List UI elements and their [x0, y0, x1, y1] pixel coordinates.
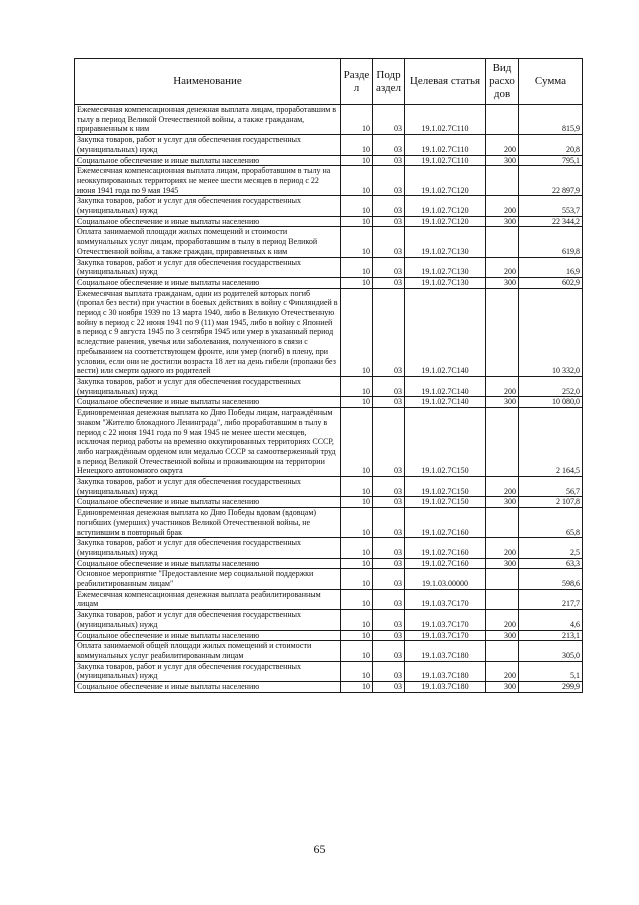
row-tselevaya-statya: 19.1.02.7С160: [405, 558, 486, 569]
table-row: [75, 558, 583, 569]
row-vid-rashodov: 300: [486, 397, 519, 408]
row-vid-rashodov: 300: [486, 558, 519, 569]
row-summa: 815,9: [519, 105, 583, 135]
row-name-text: Социальное обеспечение и иные выплаты населению: [77, 397, 260, 407]
table-row: [75, 661, 583, 681]
row-vid-rashodov: [486, 288, 519, 376]
row-vid-rashodov: 200: [486, 135, 519, 155]
row-name: [75, 196, 341, 216]
row-podrazdel: 03: [373, 257, 405, 277]
row-razdel: 10: [341, 408, 373, 477]
row-tselevaya-statya: 19.1.03.7С180: [405, 682, 486, 693]
budget-table: [74, 58, 583, 693]
row-vid-rashodov: 200: [486, 196, 519, 216]
header-tselevaya-statya: Целевая статья: [405, 59, 486, 105]
row-name: [75, 558, 341, 569]
row-razdel: 10: [341, 630, 373, 641]
row-razdel: 10: [341, 105, 373, 135]
row-name: [75, 682, 341, 693]
row-tselevaya-statya: 19.1.02.7С140: [405, 397, 486, 408]
row-podrazdel: 03: [373, 630, 405, 641]
table-row: [75, 569, 583, 589]
row-name: [75, 508, 341, 538]
table-row: [75, 166, 583, 196]
row-name: [75, 105, 341, 135]
row-tselevaya-statya: 19.1.02.7С130: [405, 277, 486, 288]
row-tselevaya-statya: 19.1.02.7С110: [405, 155, 486, 166]
row-razdel: 10: [341, 477, 373, 497]
row-tselevaya-statya: 19.1.02.7С150: [405, 408, 486, 477]
row-razdel: 10: [341, 196, 373, 216]
table-row: [75, 630, 583, 641]
table-row: [75, 508, 583, 538]
row-tselevaya-statya: 19.1.02.7С160: [405, 508, 486, 538]
row-razdel: 10: [341, 589, 373, 609]
row-razdel: 10: [341, 508, 373, 538]
row-name: [75, 135, 341, 155]
table-row: [75, 641, 583, 661]
row-name-text: Социальное обеспечение и иные выплаты населению: [77, 558, 260, 568]
row-vid-rashodov: 300: [486, 497, 519, 508]
row-vid-rashodov: [486, 166, 519, 196]
row-summa: 305,0: [519, 641, 583, 661]
row-vid-rashodov: 300: [486, 630, 519, 641]
row-name-text: Закупка товаров, работ и услуг для обеспечения государственных (муниципальных) нужд: [77, 477, 302, 496]
table-row: [75, 277, 583, 288]
row-tselevaya-statya: 19.1.03.7С170: [405, 630, 486, 641]
row-summa: 619,8: [519, 227, 583, 257]
row-summa: 22 344,2: [519, 216, 583, 227]
header-vid-rashodov: Вид расхо дов: [486, 59, 519, 105]
row-tselevaya-statya: 19.1.02.7С130: [405, 227, 486, 257]
table-header-row: [75, 59, 583, 105]
row-razdel: 10: [341, 641, 373, 661]
row-vid-rashodov: 200: [486, 257, 519, 277]
row-name-text: Ежемесячная выплата гражданам, один из родителей которых погиб (пропал без вести) при участии в боевых действиях в войну с Финляндией в период с 30 ноября 1939 по 13 марта 1940, либо в Великую Отечественную войну в период с 22 июня 1941 по 9 (11) мая 1945, либо в войну с Японией в период с 9 августа 1945 по 3 сентября 1945 или умер в указанный период вследствие ранения, увечья или заболевания, полученного в связи с пребыванием на соответствующем фронте, или умер (погиб) в плену, при условии, если они не достигли возраста 18 лет на день гибели (пропажи без вести) или смерти одного из родителей: [77, 288, 338, 376]
row-tselevaya-statya: 19.1.03.7С170: [405, 610, 486, 630]
row-name-text: Закупка товаров, работ и услуг для обеспечения государственных (муниципальных) нужд: [77, 376, 302, 396]
row-summa: 65,8: [519, 508, 583, 538]
row-tselevaya-statya: 19.1.02.7С110: [405, 105, 486, 135]
row-summa: 795,1: [519, 155, 583, 166]
table-row: [75, 538, 583, 558]
row-name-text: Социальное обеспечение и иные выплаты населению: [77, 277, 260, 287]
row-vid-rashodov: 200: [486, 610, 519, 630]
row-summa: 56,7: [519, 477, 583, 497]
row-name: [75, 477, 341, 497]
row-vid-rashodov: [486, 408, 519, 477]
row-summa: 22 897,9: [519, 166, 583, 196]
row-tselevaya-statya: 19.1.02.7С120: [405, 166, 486, 196]
row-podrazdel: 03: [373, 397, 405, 408]
row-name-text: Социальное обеспечение и иные выплаты населению: [77, 155, 260, 165]
row-razdel: 10: [341, 216, 373, 227]
row-summa: 4,6: [519, 610, 583, 630]
row-name: [75, 641, 341, 661]
row-name: [75, 166, 341, 196]
row-summa: 2,5: [519, 538, 583, 558]
row-tselevaya-statya: 19.1.02.7С130: [405, 257, 486, 277]
row-podrazdel: 03: [373, 227, 405, 257]
row-tselevaya-statya: 19.1.03.7С170: [405, 589, 486, 609]
row-vid-rashodov: [486, 641, 519, 661]
row-name: [75, 277, 341, 288]
table-row: [75, 682, 583, 693]
row-vid-rashodov: 200: [486, 477, 519, 497]
row-name-text: Закупка товаров, работ и услуг для обеспечения государственных (муниципальных) нужд: [77, 257, 302, 277]
row-tselevaya-statya: 19.1.02.7С140: [405, 288, 486, 376]
row-summa: 2 107,8: [519, 497, 583, 508]
row-name-text: Оплата занимаемой площади жилых помещений и стоимости коммунальных услуг лицам, проработавшим в тылу в период Великой Отечественной войны, а также граждан, приравненных к ним: [77, 227, 318, 256]
row-razdel: 10: [341, 288, 373, 376]
row-vid-rashodov: 300: [486, 277, 519, 288]
row-summa: 598,6: [519, 569, 583, 589]
row-podrazdel: 03: [373, 408, 405, 477]
row-name-text: Ежемесячная компенсационная денежная выплата реабилитированным лицам: [77, 589, 321, 609]
table-row: [75, 610, 583, 630]
row-name: [75, 155, 341, 166]
row-name-text: Социальное обеспечение и иные выплаты населению: [77, 216, 260, 226]
row-vid-rashodov: 200: [486, 376, 519, 396]
table-row: [75, 105, 583, 135]
row-name: [75, 630, 341, 641]
header-razdel: Разде л: [341, 59, 373, 105]
row-summa: 553,7: [519, 196, 583, 216]
row-name: [75, 408, 341, 477]
header-name: Наименование: [75, 59, 341, 105]
row-vid-rashodov: [486, 508, 519, 538]
row-name: [75, 538, 341, 558]
row-razdel: 10: [341, 538, 373, 558]
table-row: [75, 216, 583, 227]
row-podrazdel: 03: [373, 682, 405, 693]
row-name-text: Ежемесячная компенсационная денежная выплата лицам, проработавшим в тылу в период Великой Отечественной войны, а также гражданам, приравненным к ним: [77, 105, 337, 134]
row-tselevaya-statya: 19.1.02.7С120: [405, 196, 486, 216]
row-summa: 10 080,0: [519, 397, 583, 408]
row-vid-rashodov: [486, 569, 519, 589]
row-podrazdel: 03: [373, 105, 405, 135]
page-number: 65: [313, 842, 326, 856]
row-razdel: 10: [341, 661, 373, 681]
row-summa: 10 332,0: [519, 288, 583, 376]
table-row: [75, 477, 583, 497]
row-name: [75, 569, 341, 589]
row-podrazdel: 03: [373, 610, 405, 630]
row-razdel: 10: [341, 497, 373, 508]
row-podrazdel: 03: [373, 155, 405, 166]
row-podrazdel: 03: [373, 376, 405, 396]
row-razdel: 10: [341, 227, 373, 257]
row-summa: 217,7: [519, 589, 583, 609]
row-tselevaya-statya: 19.1.03.7С180: [405, 641, 486, 661]
row-podrazdel: 03: [373, 196, 405, 216]
row-summa: 16,9: [519, 257, 583, 277]
row-name-text: Основное мероприятие "Предоставление мер социальной поддержки реабилитированным лицам": [77, 569, 314, 589]
table-row: [75, 155, 583, 166]
row-podrazdel: 03: [373, 661, 405, 681]
row-vid-rashodov: 200: [486, 661, 519, 681]
row-summa: 2 164,5: [519, 408, 583, 477]
row-razdel: 10: [341, 682, 373, 693]
table-row: [75, 135, 583, 155]
row-summa: 63,3: [519, 558, 583, 569]
row-name: [75, 397, 341, 408]
row-razdel: 10: [341, 135, 373, 155]
row-podrazdel: 03: [373, 558, 405, 569]
row-vid-rashodov: 200: [486, 538, 519, 558]
row-podrazdel: 03: [373, 166, 405, 196]
row-razdel: 10: [341, 155, 373, 166]
row-tselevaya-statya: 19.1.03.00000: [405, 569, 486, 589]
row-name-text: Социальное обеспечение и иные выплаты населению: [77, 682, 260, 692]
row-name-text: Единовременная денежная выплата ко Дню Победы вдовам (вдовцам) погибших (умерших) участников Великой Отечественной войны, не вступившим в повторный брак: [77, 508, 317, 537]
row-name-text: Оплата занимаемой общей площади жилых помещений и стоимости коммунальных услуг реабилитированным лицам: [77, 641, 312, 660]
table-row: [75, 288, 583, 376]
row-name: [75, 661, 341, 681]
row-podrazdel: 03: [373, 477, 405, 497]
row-tselevaya-statya: 19.1.02.7С110: [405, 135, 486, 155]
row-razdel: 10: [341, 558, 373, 569]
row-summa: 213,1: [519, 630, 583, 641]
row-podrazdel: 03: [373, 508, 405, 538]
header-podrazdel: Подр аздел: [373, 59, 405, 105]
row-name-text: Закупка товаров, работ и услуг для обеспечения государственных (муниципальных) нужд: [77, 538, 302, 557]
row-name: [75, 216, 341, 227]
row-tselevaya-statya: 19.1.02.7С150: [405, 497, 486, 508]
row-vid-rashodov: [486, 227, 519, 257]
row-tselevaya-statya: 19.1.02.7С160: [405, 538, 486, 558]
row-summa: 299,9: [519, 682, 583, 693]
table-row: [75, 589, 583, 609]
table-row: [75, 196, 583, 216]
row-razdel: 10: [341, 569, 373, 589]
table-row: [75, 408, 583, 477]
row-summa: 602,9: [519, 277, 583, 288]
row-razdel: 10: [341, 610, 373, 630]
row-podrazdel: 03: [373, 497, 405, 508]
row-vid-rashodov: 300: [486, 155, 519, 166]
row-name: [75, 376, 341, 396]
row-razdel: 10: [341, 397, 373, 408]
table-row: [75, 257, 583, 277]
row-name: [75, 288, 341, 376]
row-podrazdel: 03: [373, 216, 405, 227]
row-tselevaya-statya: 19.1.02.7С120: [405, 216, 486, 227]
row-razdel: 10: [341, 376, 373, 396]
row-name-text: Закупка товаров, работ и услуг для обеспечения государственных (муниципальных) нужд: [77, 196, 302, 216]
row-razdel: 10: [341, 277, 373, 288]
table-body: [75, 105, 583, 693]
table-row: [75, 227, 583, 257]
row-summa: 5,1: [519, 661, 583, 681]
row-vid-rashodov: [486, 105, 519, 135]
row-tselevaya-statya: 19.1.02.7С150: [405, 477, 486, 497]
row-name-text: Закупка товаров, работ и услуг для обеспечения государственных (муниципальных) нужд: [77, 610, 302, 629]
row-razdel: 10: [341, 257, 373, 277]
row-name-text: Закупка товаров, работ и услуг для обеспечения государственных (муниципальных) нужд: [77, 135, 302, 154]
row-podrazdel: 03: [373, 569, 405, 589]
row-summa: 20,8: [519, 135, 583, 155]
row-name: [75, 497, 341, 508]
row-podrazdel: 03: [373, 589, 405, 609]
header-summa: Сумма: [519, 59, 583, 105]
table-row: [75, 397, 583, 408]
row-name-text: Социальное обеспечение и иные выплаты населению: [77, 630, 260, 640]
row-name-text: Социальное обеспечение и иные выплаты населению: [77, 497, 260, 507]
row-vid-rashodov: 300: [486, 682, 519, 693]
row-name: [75, 257, 341, 277]
row-podrazdel: 03: [373, 641, 405, 661]
row-name: [75, 227, 341, 257]
row-podrazdel: 03: [373, 538, 405, 558]
row-razdel: 10: [341, 166, 373, 196]
row-name: [75, 610, 341, 630]
row-tselevaya-statya: 19.1.02.7С140: [405, 376, 486, 396]
row-vid-rashodov: [486, 589, 519, 609]
row-summa: 252,0: [519, 376, 583, 396]
row-podrazdel: 03: [373, 135, 405, 155]
row-vid-rashodov: 300: [486, 216, 519, 227]
table-row: [75, 376, 583, 396]
row-name: [75, 589, 341, 609]
row-name-text: Единовременная денежная выплата ко Дню Победы лицам, награждённым знаком "Жителю блокадного Ленинграда", либо проработавшим в тылу в период с 22 июня 1941 года по 9 мая 1945 не менее шести месяцев, исключая период работы на временно оккупированных территориях СССР, либо награждённым орденом или медалью СССР за самоотверженный труд в период Великой Отечественной войны и проживающим на территории Ненецкого автономного округа: [77, 408, 336, 476]
row-name-text: Закупка товаров, работ и услуг для обеспечения государственных (муниципальных) нужд: [77, 661, 302, 681]
table-row: [75, 497, 583, 508]
row-podrazdel: 03: [373, 288, 405, 376]
row-podrazdel: 03: [373, 277, 405, 288]
row-tselevaya-statya: 19.1.03.7С180: [405, 661, 486, 681]
row-name-text: Ежемесячная компенсационная выплата лицам, проработавшим в тылу на неоккупированных территориях не менее шести месяцев в период с 22 июня 1941 года по 9 мая 1945: [77, 166, 331, 195]
